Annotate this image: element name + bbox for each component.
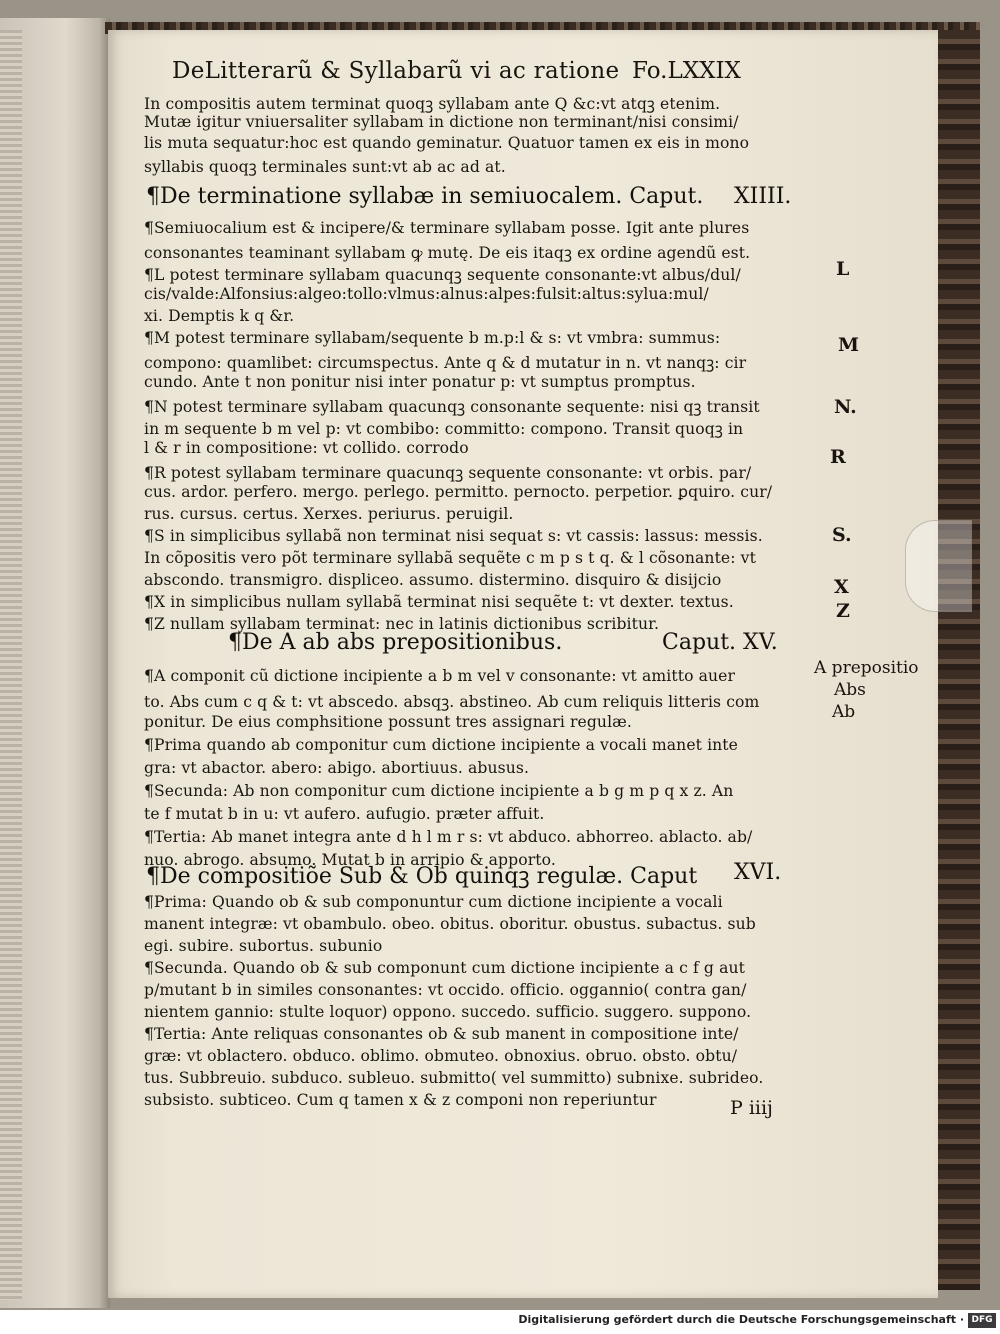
text-line: ¶Secunda: Ab non componitur cum dictione incipiente a b g m p q x z. An xyxy=(144,782,734,800)
chapter-heading: ¶De terminatione syllabæ in semiuocalem. Caput. xyxy=(146,184,704,209)
dfg-logo: DFG xyxy=(968,1313,996,1328)
margin-note: Ab xyxy=(832,702,856,722)
margin-note: S. xyxy=(832,524,852,546)
text-line: In compositis autem terminat quoqꝫ syllabam ante Q &c:vt atqꝫ etenim. xyxy=(144,95,721,113)
text-line: In cõpositis vero põt terminare syllabã sequẽte c m p s t q. & l cõsonante: vt xyxy=(144,549,756,567)
text-line: te f mutat b in u: vt aufero. aufugio. præter affuit. xyxy=(144,805,545,823)
funding-credit: Digitalisierung gefördert durch die Deutsche Forschungsgemeinschaft · xyxy=(518,1313,964,1326)
text-line: egi. subire. subortus. subunio xyxy=(144,937,383,955)
text-line: ¶A componit cũ dictione incipiente a b m vel v consonante: vt amitto auer xyxy=(144,667,736,685)
text-line: ¶Semiuocalium est & incipere/& terminare syllabam posse. Igit ante plures xyxy=(144,219,750,237)
text-line: compono: quamlibet: circumspectus. Ante q & d mutatur in n. vt nanqꝫ: cir xyxy=(144,354,747,372)
text-line: to. Abs cum c q & t: vt abscedo. absqꝫ. abstineo. Ab cum reliquis litteris com xyxy=(144,693,760,711)
text-line: cundo. Ante t non ponitur nisi inter ponatur p: vt sumptus promptus. xyxy=(144,373,696,391)
text-line: nuo. abrogo. absumo. Mutat b in arripio & apporto. xyxy=(144,851,556,869)
margin-note: N. xyxy=(834,396,857,418)
signature-mark: P iiij xyxy=(730,1097,773,1119)
text-line: græ: vt oblactero. obduco. oblimo. obmuteo. obnoxius. obruo. obsto. obtu/ xyxy=(144,1047,738,1065)
text-line: subsisto. subticeo. Cum q tamen x & z componi non reperiuntur xyxy=(144,1091,657,1109)
chapter-heading: ¶De compositiõe Sub & Ob quinqꝫ regulæ. Caput xyxy=(146,864,698,889)
margin-note: X xyxy=(834,576,849,598)
text-line: ¶Tertia: Ante reliquas consonantes ob & sub manent in compositione inte/ xyxy=(144,1025,739,1043)
margin-note: M xyxy=(838,334,860,356)
text-line: p/mutant b in similes consonantes: vt occido. officio. oggannio( contra gan/ xyxy=(144,981,747,999)
text-line: in m sequente b m vel p: vt combibo: committo: compono. Transit quoqꝫ in xyxy=(144,420,744,438)
page-clip xyxy=(905,520,972,612)
margin-note: R xyxy=(830,446,846,468)
text-line: Mutæ igitur vniuersaliter syllabam in dictione non terminant/nisi consimi/ xyxy=(144,113,739,131)
text-line: ¶Tertia: Ab manet integra ante d h l m r s: vt abduco. abhorreo. ablacto. ab/ xyxy=(144,828,753,846)
text-line: consonantes teaminant syllabam ꝙ mutę. De eis itaqꝫ ex ordine agendũ est. xyxy=(144,244,751,262)
chapter-number: XVI. xyxy=(734,860,782,885)
page-stack-edge xyxy=(0,30,22,1300)
text-line: ¶L potest terminare syllabam quacunqꝫ sequente consonante:vt albus/dul/ xyxy=(144,266,741,284)
margin-note: Z xyxy=(836,600,850,622)
text-line: cus. ardor. perfero. mergo. perlego. permitto. pernocto. perpetior. ꝑquiro. cur/ xyxy=(144,483,773,501)
text-line: gra: vt abactor. abero: abigo. abortiuus. abusus. xyxy=(144,759,530,777)
text-line: ¶Secunda. Quando ob & sub componunt cum dictione incipiente a c f g aut xyxy=(144,959,745,977)
text-line: ¶Prima quando ab componitur cum dictione incipiente a vocali manet inte xyxy=(144,736,739,754)
text-line: ¶Prima: Quando ob & sub componuntur cum dictione incipiente a vocali xyxy=(144,893,723,911)
text-line: xi. Demptis k q &r. xyxy=(144,307,295,325)
text-line: ¶R potest syllabam terminare quacunqꝫ sequente consonante: vt orbis. par/ xyxy=(144,464,752,482)
margin-note: Abs xyxy=(834,680,866,700)
text-line: abscondo. transmigro. displiceo. assumo. distermino. disquiro & disijcio xyxy=(144,571,722,589)
chapter-heading: ¶De A ab abs prepositionibus. xyxy=(228,630,563,655)
text-line: ¶M potest terminare syllabam/sequente b m.p:l & s: vt vmbra: summus: xyxy=(144,329,721,347)
text-line: manent integræ: vt obambulo. obeo. obitus. oboritur. obustus. subactus. sub xyxy=(144,915,756,933)
text-line: ¶N potest terminare syllabam quacunqꝫ consonante sequente: nisi qꝫ transit xyxy=(144,398,760,416)
margin-note: L xyxy=(836,258,850,280)
margin-note: A prepositio xyxy=(814,658,919,678)
text-line: ¶X in simplicibus nullam syllabã terminat nisi sequẽte t: vt dexter. textus. xyxy=(144,593,734,611)
folio-number: Fo.LXXIX xyxy=(632,58,741,84)
text-line: ponitur. De eius comphsitione possunt tres assignari regulæ. xyxy=(144,713,632,731)
text-line: nientem gannio: stulte loquor) oppono. succedo. sufficio. suggero. suppono. xyxy=(144,1003,752,1021)
text-line: ¶S in simplicibus syllabã non terminat nisi sequat s: vt cassis: lassus: messis. xyxy=(144,527,763,545)
text-line: rus. cursus. certus. Xerxes. periurus. peruigil. xyxy=(144,505,514,523)
text-line: l & r in compositione: vt collido. corrodo xyxy=(144,439,469,457)
running-header: DeLitterarũ & Syllabarũ vi ac ratione xyxy=(172,58,620,84)
text-line: cis/valde:Alfonsius:algeo:tollo:vlmus:alnus:alpes:fulsit:altus:sylua:mul/ xyxy=(144,285,709,303)
text-line: ¶Z nullam syllabam terminat: nec in latinis dictionibus scribitur. xyxy=(144,615,660,633)
chapter-number: Caput. XV. xyxy=(662,630,778,655)
chapter-number: XIIII. xyxy=(734,184,792,209)
text-line: tus. Subbreuio. subduco. subleuo. submitto( vel summitto) subnixe. subrideo. xyxy=(144,1069,764,1087)
text-line: syllabis quoqꝫ terminales sunt:vt ab ac ad at. xyxy=(144,158,506,176)
text-line: lis muta sequatur:hoc est quando geminatur. Quatuor tamen ex eis in mono xyxy=(144,134,750,152)
